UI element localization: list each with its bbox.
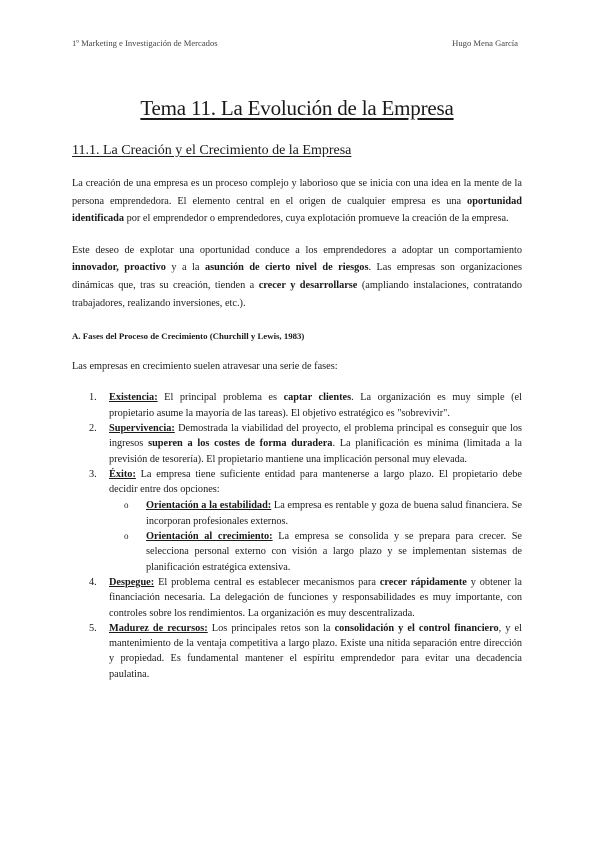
list-item: o Orientación al crecimiento: La empresa se consolida y se prepara para crecer. Se selecciona personal externo con visión a largo plazo y se implementan sistemas de planificación estratégica extensiva. — [124, 531, 523, 573]
key-term: innovador, proactivo — [72, 262, 166, 274]
list-item: 5. Madurez de recursos: Los principales retos son la consolidación y el control financiero, y el mantenimiento de la ventaja competitiva a largo plazo. Existe una nítida separación entre dirección y propiedad. Es fundamental mantener el espíritu emprendedor para evitar una decadencia paulatina. — [89, 622, 522, 680]
key-term: crecer rápidamente — [379, 576, 467, 588]
phase-name: Despegue: — [109, 576, 155, 588]
phases-list — [72, 390, 522, 682]
phase-name: Existencia: — [109, 392, 158, 404]
list-item: o Orientación a la estabilidad: La empresa es rentable y goza de buena salud financiera. Se incorporan profesionales externos. — [124, 500, 523, 527]
list-item: 3. Éxito: La empresa tiene suficiente entidad para mantenerse a largo plazo. El propietario debe decidir entre dos opciones: o Orientación a la estabilidad: La empresa es rentable y goza de buena salud financiera. Se incorporan profesionales externos. o Orientación al crecimiento: La empresa se consolida y se prepara para crecer. Se selecciona personal externo con visión a largo plazo y se implementan sistemas de planificación estratégica extensiva. — [72, 467, 522, 575]
phase-name: Supervivencia: — [109, 422, 175, 434]
circle-bullet-icon: o — [124, 531, 129, 542]
document-title: Tema 11. La Evolución de la Empresa — [140, 96, 454, 120]
circle-bullet-icon: o — [124, 500, 129, 511]
paragraph-entrepreneurs: Este deseo de explotar una oportunidad conduce a los emprendedores a adoptar un comportamiento innovador, proactivo y a la asunción de cierto nivel de riesgos. Las empresas son organizaciones dinámicas que, tras su creación, tienden a crecer y desarrollarse (ampliando instalaciones, contratando trabajadores, realizando inversiones, etc.). — [72, 244, 523, 309]
list-item: 4. Despegue: El problema central es establecer mecanismos para crecer rápidamente y obtener la financiación necesaria. La delegación de funciones y responsabilidades es muy importante, con controles sobre los rendimientos. La organización es muy descentralizada. — [89, 576, 522, 619]
key-term: superen a los costes de forma duradera — [148, 438, 333, 450]
option-name: Orientación al crecimiento: — [146, 531, 273, 543]
section-heading-a: A. Fases del Proceso de Crecimiento (Churchill y Lewis, 1983) — [72, 331, 305, 342]
header-author: Hugo Mena García — [452, 38, 518, 48]
key-term: captar clientes — [283, 392, 352, 404]
list-item: 2. Supervivencia: Demostrada la viabilidad del proyecto, el problema principal es conseguir que los ingresos superen a los costes de forma duradera. La planificación es mínima (limitada a la previsión de tesorería). El propietario mantiene una implicación personal muy elevada. — [89, 422, 522, 465]
phase-name: Éxito: — [109, 468, 136, 480]
success-options-list — [109, 498, 522, 574]
header-course: 1º Marketing e Investigación de Mercados — [72, 38, 218, 48]
phases-intro: Las empresas en crecimiento suelen atravesar una serie de fases: — [72, 360, 338, 372]
option-name: Orientación a la estabilidad: — [146, 500, 272, 512]
key-term: crecer y desarrollarse — [258, 279, 358, 291]
list-item: 1. Existencia: El principal problema es captar clientes. La organización es muy simple (el propietario asume la mayoría de las tareas). El objetivo estratégico es "sobrevivir". — [89, 392, 522, 419]
key-term: consolidación y el control financiero — [334, 622, 499, 634]
key-term: asunción de cierto nivel de riesgos — [204, 262, 369, 274]
key-term: oportunidad identificada — [72, 195, 522, 225]
paragraph-creation: La creación de una empresa es un proceso complejo y laborioso que se inicia con una idea en la mente de la persona emprendedora. El elemento central en el origen de cualquier empresa es una oportunidad identificada por el emprendedor o emprendedores, cuya explotación promueve la creación de la empresa. — [72, 178, 522, 225]
phase-name: Madurez de recursos: — [109, 622, 208, 634]
page-header — [72, 38, 522, 48]
section-subtitle: 11.1. La Creación y el Crecimiento de la Empresa — [72, 143, 352, 158]
